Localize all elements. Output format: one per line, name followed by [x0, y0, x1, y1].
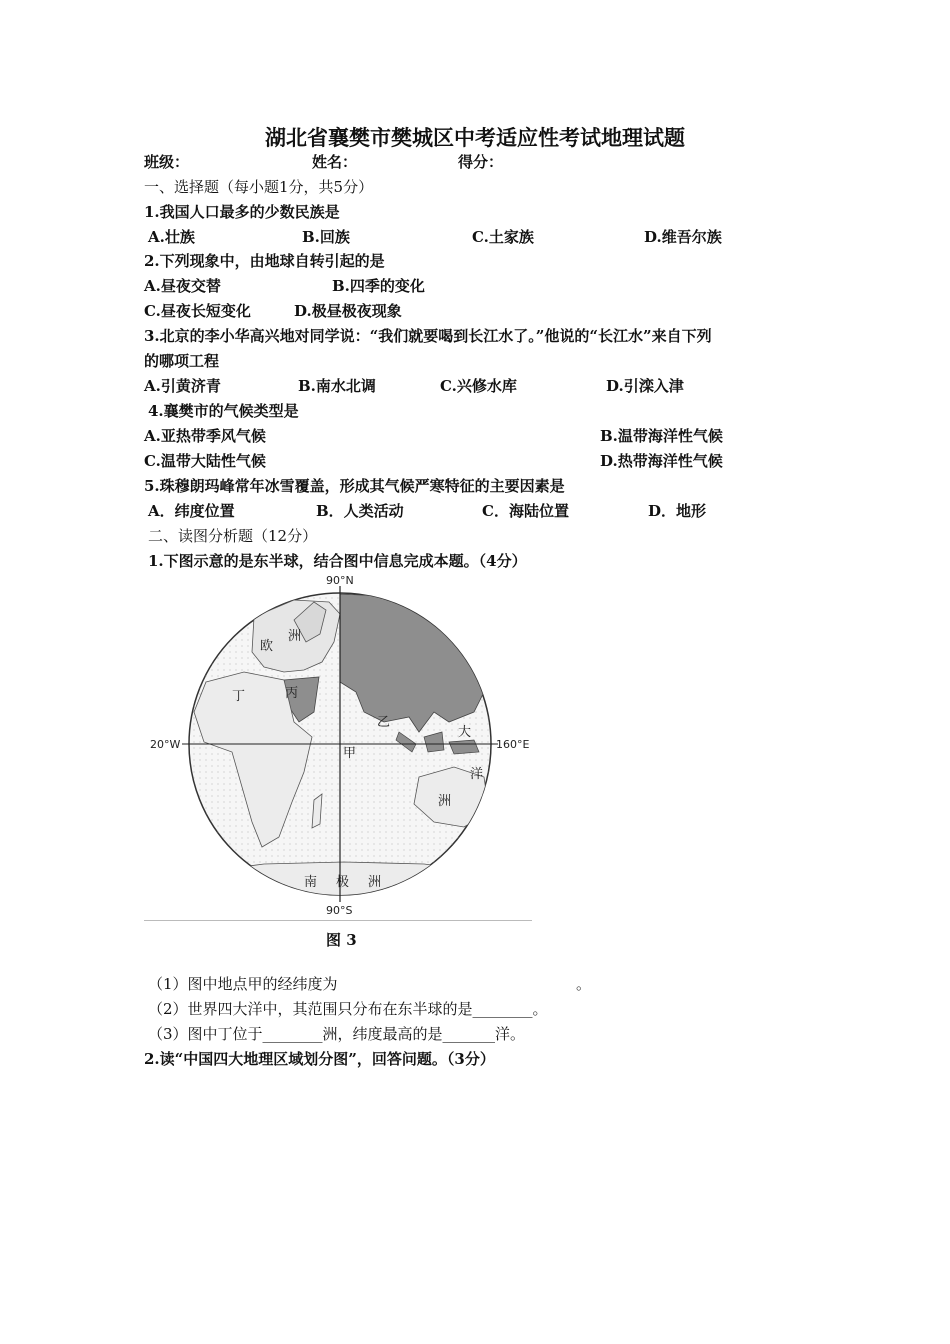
q1-part1-suffix: 。	[576, 975, 592, 993]
q3-option-d: D.引滦入津	[606, 377, 684, 395]
q2-option-c: C.昼夜长短变化	[144, 302, 251, 320]
name-label: 姓名：	[312, 153, 358, 171]
q1-part2: （2）世界四大洋中，其范围只分布在东半球的是________。	[148, 1000, 548, 1018]
section2-heading: 二、读图分析题（12分）	[148, 527, 318, 545]
q1-option-d: D.维吾尔族	[644, 228, 722, 246]
q3-stem-line2: 的哪项工程	[144, 352, 220, 370]
section1-heading: 一、选择题（每小题1分，共5分）	[144, 178, 374, 196]
q4-option-d: D.热带海洋性气候	[600, 452, 723, 470]
label-antarctica-1: 南	[304, 875, 318, 890]
label-pacific-1: 大	[458, 725, 472, 740]
q3-stem-line1: 3.北京的李小华高兴地对同学说：“我们就要喝到长江水了。”他说的“长江水”来自下列	[144, 327, 712, 345]
q5-option-a: A．纬度位置	[148, 502, 235, 520]
q4-stem: 4.襄樊市的气候类型是	[148, 402, 299, 420]
q4-option-b: B.温带海洋性气候	[600, 427, 723, 445]
section2-q1-stem: 1.下图示意的是东半球，结合图中信息完成本题。（4分）	[148, 552, 527, 570]
label-oceania: 洲	[438, 794, 452, 809]
label-antarctica-3: 洲	[368, 875, 382, 890]
q1-stem: 1.我国人口最多的少数民族是	[144, 203, 340, 221]
label-antarctica-2: 极	[336, 875, 350, 890]
page-title: 湖北省襄樊市樊城区中考适应性考试地理试题	[265, 125, 685, 150]
q2-stem: 2.下列现象中，由地球自转引起的是	[144, 252, 385, 270]
q5-stem: 5.珠穆朗玛峰常年冰雪覆盖，形成其气候严寒特征的主要因素是	[144, 477, 565, 495]
label-west: 20°W	[150, 738, 181, 751]
q5-option-c: C．海陆位置	[482, 502, 569, 520]
q5-option-b: B．人类活动	[316, 502, 404, 520]
label-east: 160°E	[496, 738, 530, 751]
label-europe-1: 欧	[260, 639, 274, 654]
label-north: 90°N	[326, 574, 354, 587]
label-ding: 丁	[232, 689, 246, 704]
q2-option-d: D.极昼极夜现象	[294, 302, 402, 320]
section2-q2-stem: 2.读“中国四大地理区域划分图”，回答问题。（3分）	[144, 1050, 495, 1068]
class-label: 班级：	[144, 153, 190, 171]
q5-option-d: D．地形	[648, 502, 707, 520]
q1-part3: （3）图中丁位于________洲，纬度最高的是_______洋。	[148, 1025, 526, 1043]
label-yi: 乙	[377, 715, 391, 730]
figure-caption: 图 3	[326, 931, 357, 949]
q1-option-b: B.回族	[302, 228, 350, 246]
label-europe-2: 洲	[288, 629, 302, 644]
q1-option-c: C.土家族	[472, 228, 534, 246]
q3-option-a: A.引黄济青	[144, 377, 221, 395]
label-south: 90°S	[326, 904, 353, 917]
label-bing: 丙	[285, 686, 299, 701]
q3-option-c: C.兴修水库	[440, 377, 517, 395]
q2-option-b: B.四季的变化	[332, 277, 425, 295]
q2-option-a: A.昼夜交替	[144, 277, 221, 295]
q4-option-c: C.温带大陆性气候	[144, 452, 266, 470]
q1-part1-prefix: （1）图中地点甲的经纬度为	[148, 975, 338, 993]
eastern-hemisphere-map	[144, 572, 536, 918]
q1-option-a: A.壮族	[148, 228, 195, 246]
label-pacific-2: 洋	[470, 767, 484, 782]
score-label: 得分：	[458, 153, 504, 171]
q3-option-b: B.南水北调	[298, 377, 376, 395]
label-jia: 甲	[343, 746, 357, 761]
figure-divider	[144, 920, 532, 921]
q4-option-a: A.亚热带季风气候	[144, 427, 266, 445]
